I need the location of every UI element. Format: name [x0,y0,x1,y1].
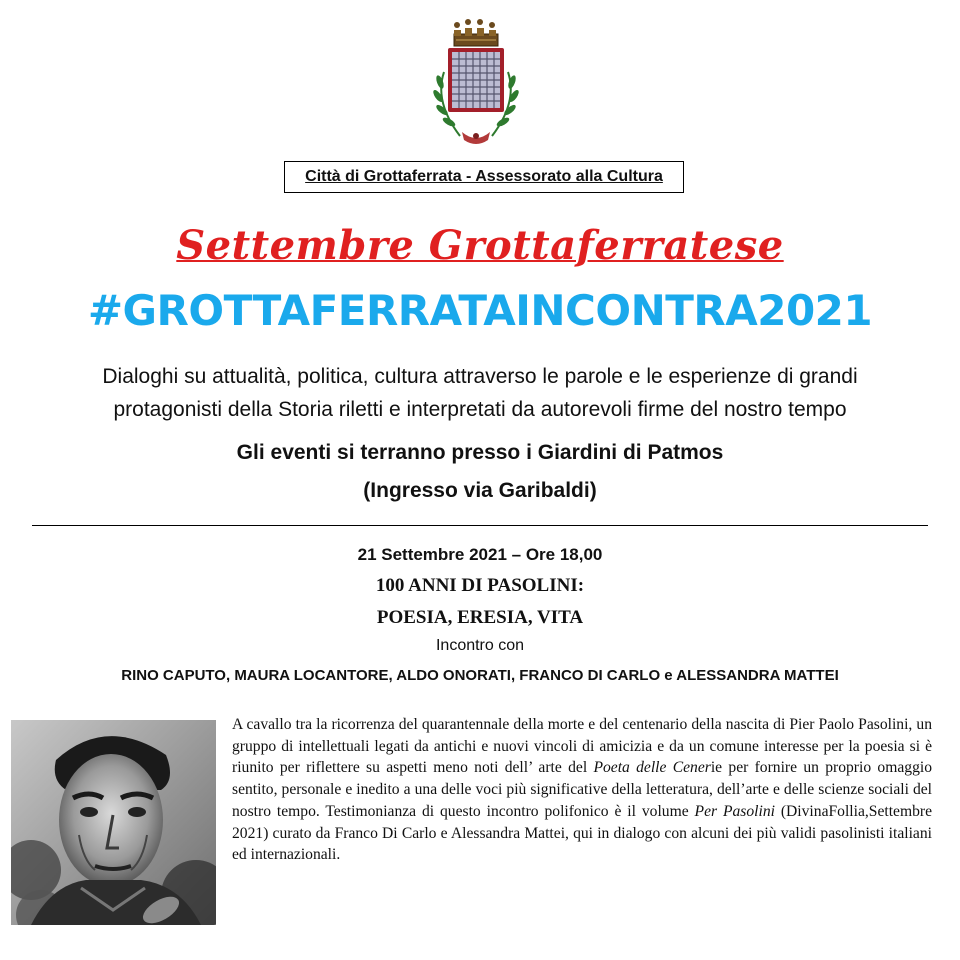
hashtag-title: #GROTTAFERRATAINCONTRA2021 [87,286,873,335]
venue-info [0,434,960,510]
city-department-text: Città di Grottaferrata - Assessorato alla Cultura [305,168,663,185]
speakers-list: RINO CAPUTO, MAURA LOCANTORE, ALDO ONORATI, FRANCO DI CARLO e ALESSANDRA MATTEI [121,667,839,684]
shield-icon [448,48,504,112]
coat-of-arms-icon [420,12,530,152]
description-part-1: A cavallo tra la ricorrenza del quarantennale della morte e del centenario della nascita di Pier Paolo Pasolini, un gruppo di intellettuali legati da antichi e nuovi vincoli di amicizia e da un comune interesse per la poesia si è riunito per riflettere su aspetti meno noti dell’ arte del [232,716,932,777]
pasolini-portrait-photo [11,720,216,925]
meeting-label: Incontro con [435,637,525,654]
description-italic-2: Per Pasolini [694,802,775,820]
divider-line [32,525,928,526]
description-italic-1: Poeta delle Cener [593,759,711,777]
event-title-line-2: POESIA, ERESIA, VITA [376,607,584,628]
event-date: 21 Settembre 2021 – Ore 18,00 [357,545,603,564]
description-part-3: (DivinaFollia,Settembre 2021) curato da Franco Di Carlo e Alessandra Mattei, qui in dialogo con alcuni dei più validi pasolinisti italiani ed internazionali. [232,802,932,864]
intro-line-2: protagonisti della Storia riletti e interpretati da autorevoli firme del nostro tempo [113,398,847,421]
intro-description [0,360,960,426]
crown-icon [454,19,498,46]
description-paragraph [232,714,932,866]
event-title-line-1: 100 ANNI DI PASOLINI: [375,575,585,596]
description-part-2: ie per fornire un proprio omaggio sentito, personale e inedito a una delle voci più significative della letteratura, dell’arte e delle scienze sociali del nostro tempo. Testimonianza di questo incontro polifonico è il volume [232,759,932,820]
ribbon-icon [462,132,490,144]
event-title [0,570,960,634]
intro-line-1: Dialoghi su attualità, politica, cultura attraverso le parole e le esperienze di grandi [102,365,858,388]
city-department-label [284,161,684,193]
entrance-line: (Ingresso via Garibaldi) [363,479,597,502]
event-series-title: Settembre Grottaferratese [176,222,784,269]
venue-line: Gli eventi si terranno presso i Giardini di Patmos [236,441,724,464]
event-description [232,714,932,866]
